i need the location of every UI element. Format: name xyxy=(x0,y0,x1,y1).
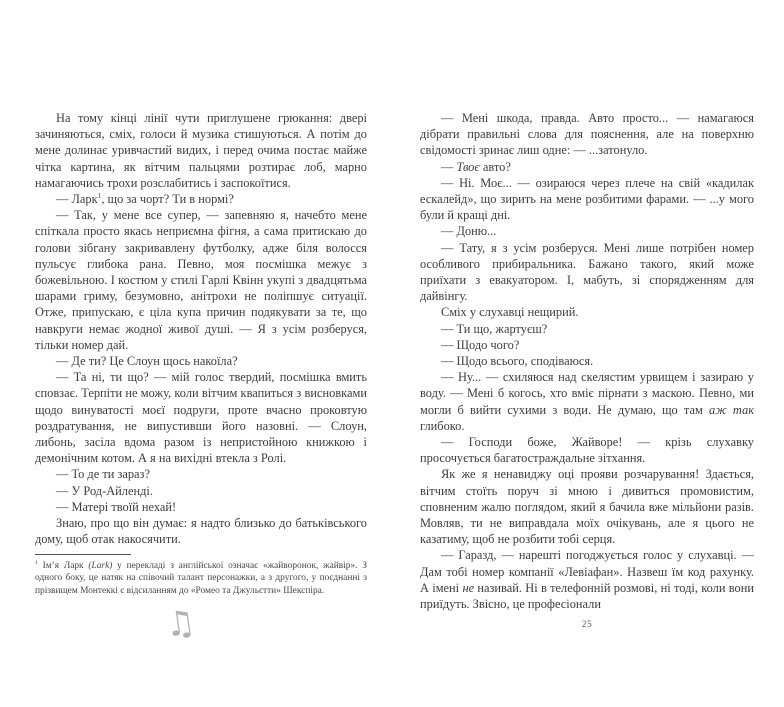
text-run: — Доню... xyxy=(441,224,497,239)
paragraph xyxy=(420,175,754,224)
paragraph xyxy=(420,223,754,239)
paragraph xyxy=(35,515,367,547)
paragraph xyxy=(420,321,754,337)
text-run: Як же я ненавиджу оці прояви розчарування! Здається, вітчим стоїть поруч зі мною і дивиться промовистим, сповненим жалю поглядом, який я бачила вже мільйони разів. Мовляв, ти не виправдала моїх очікувань, але я цього не казатиму, щоб не розбити тобі серця. xyxy=(420,467,754,547)
text-run: авто? xyxy=(479,159,511,174)
text-run: Знаю, про що він думає: я надто близько до батьківського дому, щоб отак накосячити. xyxy=(35,516,367,547)
superscript-marker: 1 xyxy=(35,559,38,566)
emphasis-text: не xyxy=(462,580,475,595)
text-run: — Щодо чого? xyxy=(441,337,520,352)
text-run: Ім’я Ларк xyxy=(37,561,89,571)
text-run: — Тату, я з усім розберуся. Мені лише потрібен номер особливого прибиральника. Бажано такого, який може приїхати з евакуатором. І, мабуть, зі спорядженням для дайвінгу. xyxy=(420,240,754,304)
footnote-text xyxy=(35,560,367,597)
footnote xyxy=(35,554,367,597)
paragraph xyxy=(420,369,754,434)
paragraph xyxy=(420,110,754,159)
emphasis-text: аж так xyxy=(709,402,754,417)
text-run: , що за чорт? Ти в нормі? xyxy=(101,192,234,207)
emphasis-text: (Lark) xyxy=(88,561,113,571)
paragraph xyxy=(35,110,367,191)
text-run: — Ти що, жартуєш? xyxy=(441,321,548,336)
paragraph xyxy=(420,353,754,369)
text-run: глибоко. xyxy=(420,418,465,433)
superscript-marker: 1 xyxy=(97,190,102,200)
text-run: — Щодо всього, сподіваюся. xyxy=(441,354,594,369)
paragraph xyxy=(35,353,367,369)
paragraph xyxy=(35,369,367,466)
text-run: На тому кінці лінії чути приглушене грюкання: двері зачиняються, сміх, голоси й музика стишуються. А потім до мене долинає уривчастий видих, і перед очима постає майже чітка картина, як вітчим пальцями розтирає лоб, марно намагаючись трохи розслабитись і заспокоїтися. xyxy=(35,111,367,190)
text-run: — Та ні, ти що? — мій голос твердий, посмішка вмить сповзає. Терпіти не можу, коли вітчим квапиться з висновками щодо винуватості моєї подруги, проте вчасно проковтую роздратування, не випустивши його назовні. — Слоун, либонь, засіла вдома разом із непристойною книжкою і демонічним котом. А я на вихідні втекла з Ролі. xyxy=(35,370,367,466)
text-run: — Господи боже, Жайворе! — крізь слухавку просочується багатостраждальне зітхання. xyxy=(420,435,754,466)
paragraph xyxy=(420,434,754,466)
text-run: — xyxy=(441,159,457,174)
paragraph xyxy=(35,466,367,482)
text-run: Сміх у слухавці нещирий. xyxy=(441,305,579,320)
left-page-body xyxy=(35,110,367,547)
right-page-body xyxy=(420,110,754,612)
paragraph xyxy=(420,304,754,320)
paragraph xyxy=(420,337,754,353)
text-run: — То де ти зараз? xyxy=(56,467,150,482)
paragraph xyxy=(35,483,367,499)
music-note-ornament-icon: ♫ xyxy=(162,602,199,646)
text-run: називай. Ні в телефонній розмові, ні тоді, коли вони приїдуть. Звісно, це професіонали xyxy=(420,580,755,612)
right-page xyxy=(392,0,784,707)
paragraph xyxy=(35,207,367,353)
paragraph xyxy=(35,191,367,207)
text-run: — Так, у мене все супер, — запевняю я, начебто мене спіткала просто якась неприємна фігня, а сама притискаю до голови зібгану закривавлену футболку, адже біля волосся пульсує глибока рана. Певно, моя посмішка межує з божевільною. І костюм у стилі Гарлі Квінн укупі з двадцятьма шарами гриму, безумовно, анітрохи не поліпшує ситуації. Отже, припускаю, є ціла купа причин подякувати за те, що навкруги немає жодної живої душі. — Я з усім розберуся, тільки номер дай. xyxy=(35,208,367,352)
text-run: — Ні. Моє... — озираюся через плече на свій «кадилак ескалейд», що зирить на мене розбитими фарами. — ...у мого були й кращі дні. xyxy=(420,175,754,223)
text-run: — Де ти? Це Слоун щось накоїла? xyxy=(56,354,238,369)
paragraph xyxy=(420,159,754,175)
text-run: — У Род-Айленді. xyxy=(56,483,153,498)
footnote-divider xyxy=(35,554,131,555)
text-run: — Матері твоїй нехай! xyxy=(56,499,177,514)
emphasis-text: Твоє xyxy=(456,159,480,174)
text-run: — Гаразд, — нарешті погоджується голос у слухавці. — Дам тобі номер компанії «Левіафан». Назвеш їм код рахунку. А імені xyxy=(420,548,754,595)
page-number: 25 xyxy=(581,620,593,630)
paragraph xyxy=(420,547,754,612)
paragraph xyxy=(420,466,754,547)
text-run: — Мені шкода, правда. Авто просто... — намагаюся дібрати правильні слова для пояснення, але на поверхню свідомості зринає лиш одне: — ...затонуло. xyxy=(420,111,754,158)
text-run: — Ларк xyxy=(56,192,98,207)
paragraph xyxy=(420,240,754,305)
text-run: — Ну... — схиляюся над скелястим урвищем і зазираю у воду. — Мені б когось, хто вміє пірнати з маскою. Певно, ми могли б вийти сухими з води. Не думаю, що там xyxy=(420,370,754,417)
text-run: у перекладі з англійської означає «жайворонок, жайвір». З одного боку, це натяк на співочий талант персонажки, а з другого, у поєднанні з прізвищем Монтеккі є відсиланням до «Ромео та Джульєтти» Шекспіра. xyxy=(35,561,367,596)
paragraph xyxy=(35,499,367,515)
